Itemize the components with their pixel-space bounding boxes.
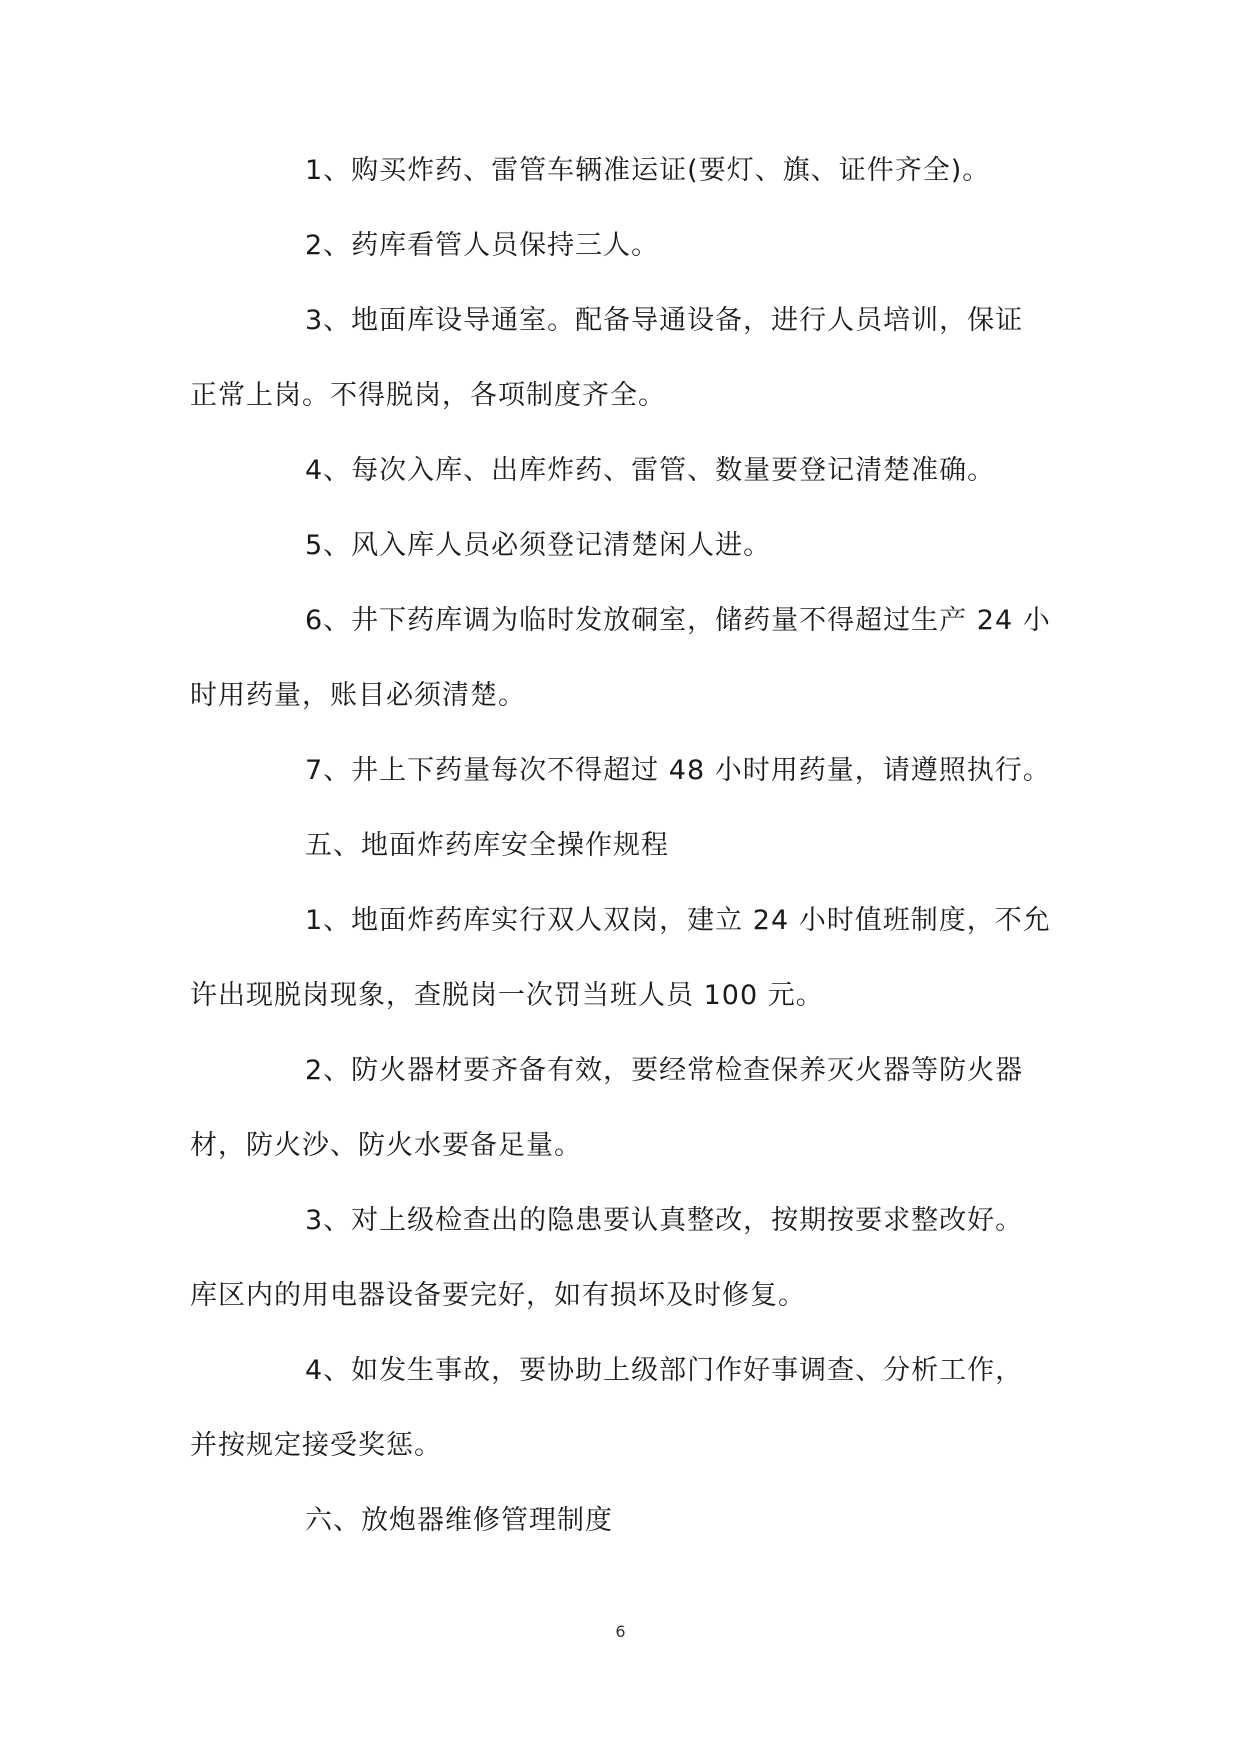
text-line: 并按规定接受奖惩。 — [190, 1430, 442, 1461]
section-heading: 五、地面炸药库安全操作规程 — [305, 830, 669, 861]
text-line: 4、如发生事故，要协助上级部门作好事调查、分析工作， — [305, 1355, 1024, 1386]
text-line: 6、井下药库调为临时发放硐室，储药量不得超过生产 24 小 — [305, 605, 1051, 636]
text-line: 正常上岗。不得脱岗，各项制度齐全。 — [190, 380, 666, 411]
text-line: 材，防火沙、防火水要备足量。 — [190, 1130, 582, 1161]
text-line: 2、防火器材要齐备有效，要经常检查保养灭火器等防火器 — [305, 1055, 1024, 1086]
section-heading: 六、放炮器维修管理制度 — [305, 1505, 613, 1536]
page-number: 6 — [615, 1622, 626, 1641]
text-line: 7、井上下药量每次不得超过 48 小时用药量，请遵照执行。 — [305, 755, 1051, 786]
text-line: 1、购买炸药、雷管车辆准运证(要灯、旗、证件齐全)。 — [305, 155, 991, 186]
text-line: 3、地面库设导通室。配备导通设备，进行人员培训，保证 — [305, 305, 1024, 336]
text-line: 许出现脱岗现象，查脱岗一次罚当班人员 100 元。 — [190, 980, 824, 1011]
text-line: 4、每次入库、出库炸药、雷管、数量要登记清楚准确。 — [305, 455, 996, 486]
text-line: 3、对上级检查出的隐患要认真整改，按期按要求整改好。 — [305, 1205, 1024, 1236]
text-line: 库区内的用电器设备要完好，如有损坏及时修复。 — [190, 1280, 806, 1311]
text-line: 2、药库看管人员保持三人。 — [305, 230, 660, 261]
text-line: 时用药量，账目必须清楚。 — [190, 680, 526, 711]
text-line: 1、地面炸药库实行双人双岗，建立 24 小时值班制度，不允 — [305, 905, 1051, 936]
text-line: 5、风入库人员必须登记清楚闲人进。 — [305, 530, 772, 561]
